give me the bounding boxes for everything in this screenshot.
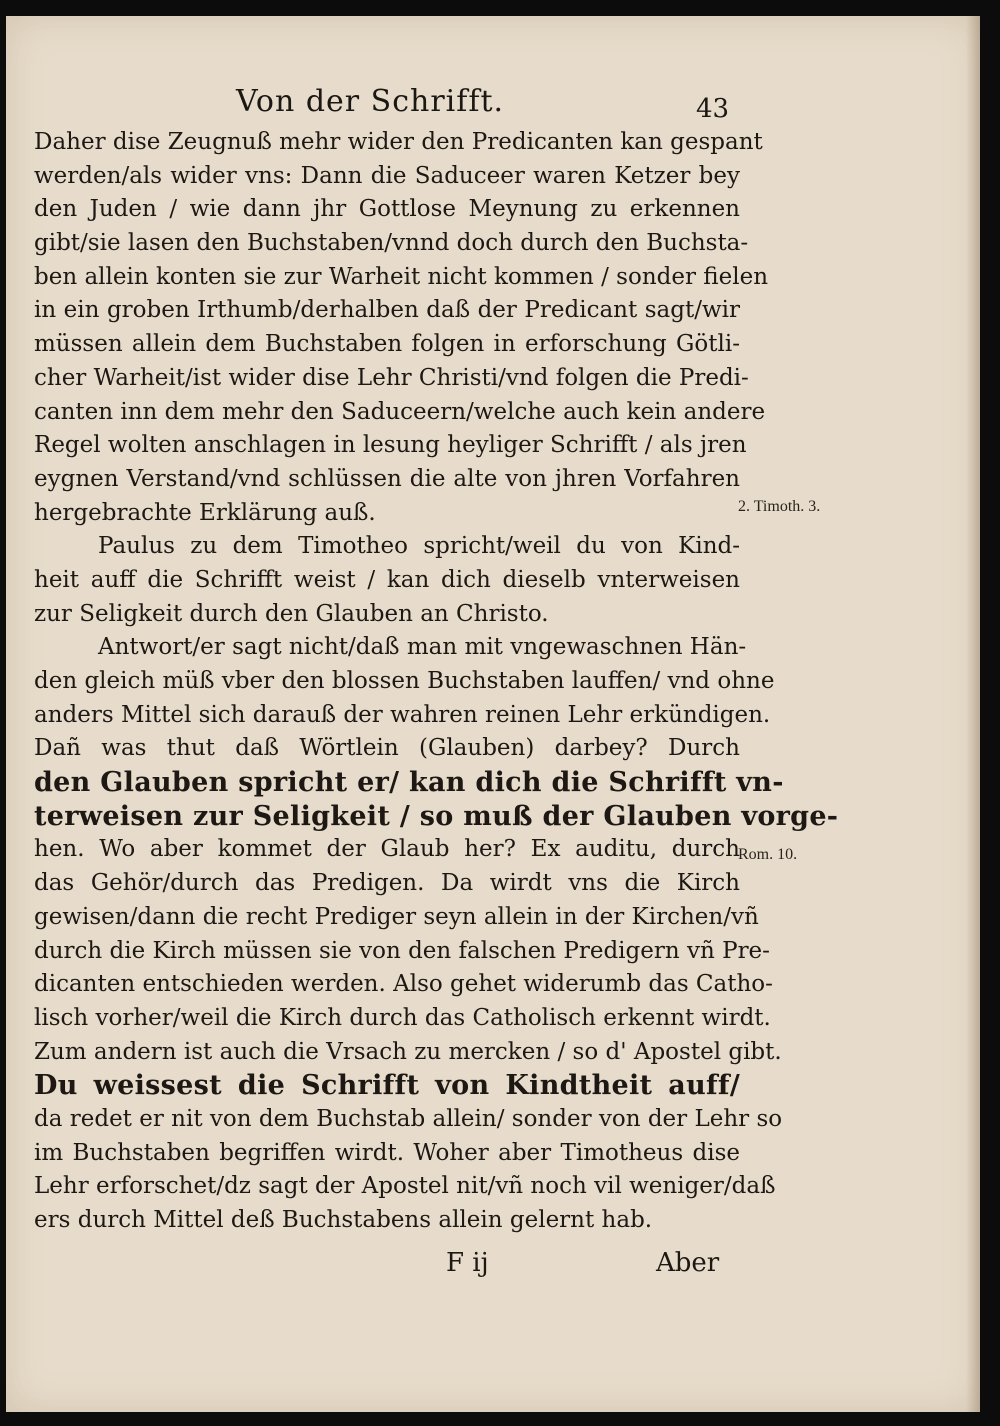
text-line: da redet er nit von dem Buchstab allein/ sonder von der Lehr so xyxy=(34,1105,783,1132)
running-title: Von der Schrifft. xyxy=(236,84,505,119)
text-line: Du weissest die Schrifft von Kindtheit auff/ xyxy=(34,1070,740,1102)
catchword: Aber xyxy=(656,1248,720,1278)
text-line: Daher dise Zeugnuß mehr wider den Predicanten kan gespant xyxy=(34,129,763,155)
text-line: den Juden / wie dann jhr Gottlose Meynung zu erkennen xyxy=(34,196,740,223)
text-line: das Gehör/durch das Predigen. Da wirdt vns die Kirch xyxy=(34,870,740,897)
text-line: Lehr erforschet/dz sagt der Apostel nit/vñ noch vil weniger/daß xyxy=(34,1173,776,1200)
margin-note-romans: Rom. 10. xyxy=(738,846,798,863)
text-line: heit auff die Schrifft weist / kan dich dieselb vnterweisen xyxy=(34,566,740,593)
signature-mark: F ij xyxy=(446,1248,489,1278)
text-line: den gleich müß vber den blossen Buchstaben lauffen/ vnd ohne xyxy=(34,668,775,694)
text-line: Dañ was thut daß Wörtlein (Glauben) darbey? Durch xyxy=(34,735,740,762)
text-line: canten inn dem mehr den Saduceern/welche auch kein andere xyxy=(34,398,766,425)
text-line: hen. Wo aber kommet der Glaub her? Ex auditu, durch xyxy=(34,836,740,863)
page-number: 43 xyxy=(696,94,730,124)
text-line: den Glauben spricht er/ kan dich die Schrifft vn- xyxy=(34,767,784,799)
text-line: Zum andern ist auch die Vrsach zu mercken / so d' Apostel gibt. xyxy=(34,1038,782,1065)
text-line: durch die Kirch müssen sie von den falschen Predigern vñ Pre- xyxy=(34,937,770,964)
text-line: müssen allein dem Buchstaben folgen in erforschung Götli- xyxy=(34,331,740,358)
text-line: ben allein konten sie zur Warheit nicht kommen / sonder fielen xyxy=(34,263,769,290)
margin-note-timothy: 2. Timoth. 3. xyxy=(738,498,821,515)
text-line: cher Warheit/ist wider dise Lehr Christi/vnd folgen die Predi- xyxy=(34,364,749,391)
text-line: werden/als wider vns: Dann die Saduceer waren Ketzer bey xyxy=(34,162,740,189)
text-line: Regel wolten anschlagen in lesung heyliger Schrifft / als jren xyxy=(34,432,747,459)
book-page xyxy=(6,16,980,1412)
text-line: zur Seligkeit durch den Glauben an Christo. xyxy=(34,600,549,627)
text-line: Paulus zu dem Timotheo spricht/weil du von Kind- xyxy=(98,533,740,560)
text-line: im Buchstaben begriffen wirdt. Woher aber Timotheus dise xyxy=(34,1139,740,1166)
text-line: gewisen/dann die recht Prediger seyn allein in der Kirchen/vñ xyxy=(34,903,759,930)
text-line: gibt/sie lasen den Buchstaben/vnnd doch durch den Buchsta- xyxy=(34,230,749,257)
text-line: hergebrachte Erklärung auß. xyxy=(34,499,376,526)
text-line: Antwort/er sagt nicht/daß man mit vngewaschnen Hän- xyxy=(98,634,747,661)
text-line: anders Mittel sich darauß der wahren reinen Lehr erkündigen. xyxy=(34,701,771,728)
text-line: eygnen Verstand/vnd schlüssen die alte von jhren Vorfahren xyxy=(34,465,740,492)
text-line: terweisen zur Seligkeit / so muß der Glauben vorge- xyxy=(34,800,839,832)
text-line: in ein groben Irthumb/derhalben daß der Predicant sagt/wir xyxy=(34,297,740,324)
text-line: lisch vorher/weil die Kirch durch das Catholisch erkennt wirdt. xyxy=(34,1004,771,1031)
text-line: dicanten entschieden werden. Also gehet widerumb das Catho- xyxy=(34,971,773,998)
text-line: ers durch Mittel deß Buchstabens allein gelernt hab. xyxy=(34,1207,653,1233)
